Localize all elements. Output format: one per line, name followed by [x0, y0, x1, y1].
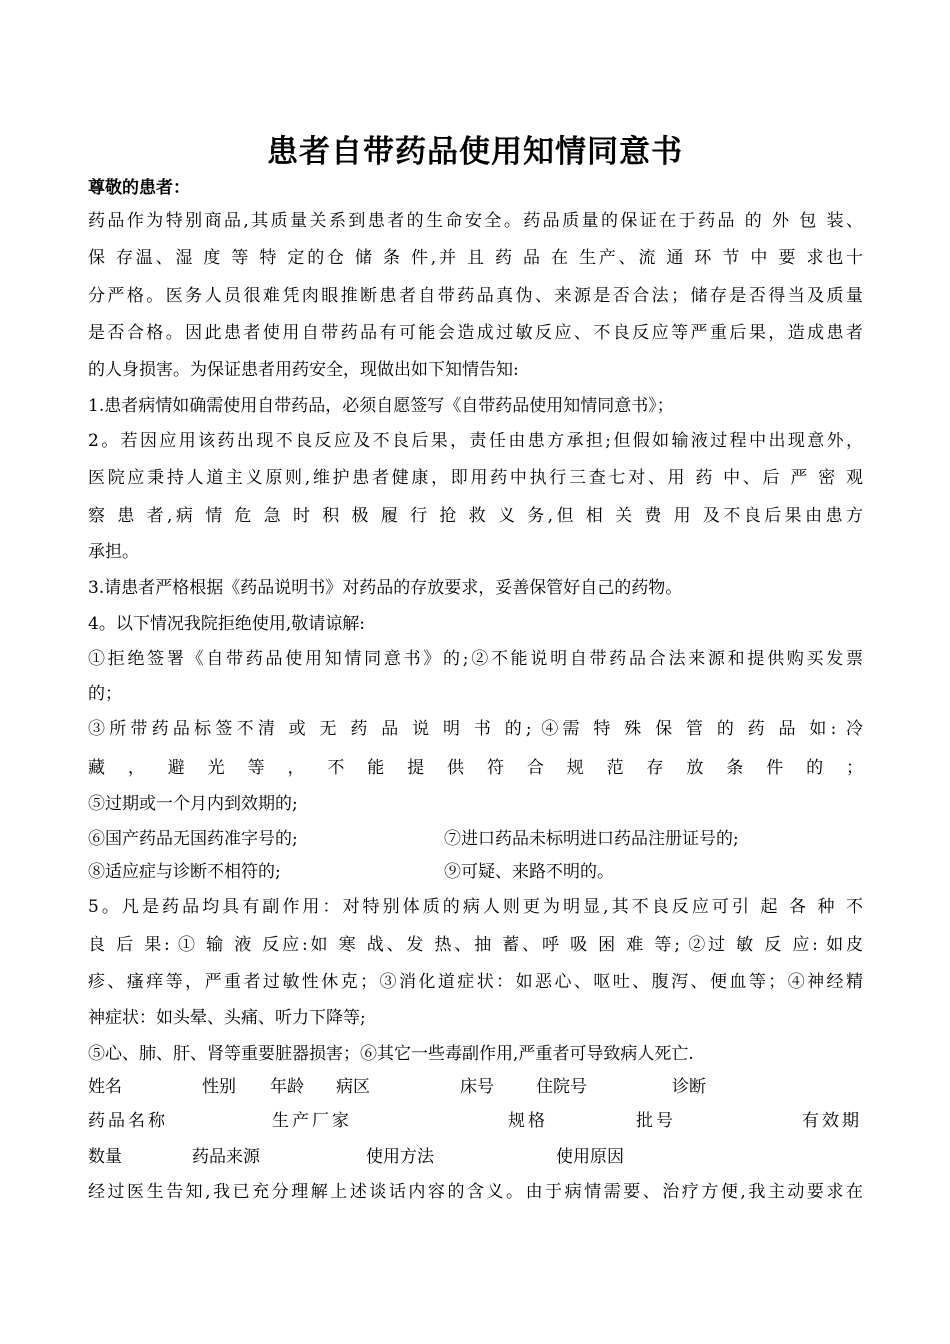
- refusal-item-8: ⑧适应症与诊断不相符的;: [88, 862, 281, 882]
- refusal-line: ①拒绝签署《自带药品使用知情同意书》的;②不能说明自带药品合法来源和提供购买发票: [88, 649, 863, 669]
- field-label: 规格: [508, 1111, 548, 1131]
- refusal-line: 的；: [88, 684, 122, 704]
- consent-line: 经过医生告知,我已充分理解上述谈话内容的含义。由于病情需要、治疗方便,我主动要求在: [88, 1182, 863, 1202]
- refusal-item-7: ⑦进口药品未标明进口药品注册证号的;: [444, 829, 739, 849]
- paragraph-line: 医院应秉持人道主义原则,维护患者健康，即用药中执行三查七对、用 药 中、后 严 密 观: [88, 468, 863, 488]
- field-label: 生产厂家: [272, 1111, 352, 1131]
- paragraph-line: 药品作为特别商品,其质量关系到患者的生命安全。药品质量的保证在于药品 的 外 包 装、: [88, 211, 863, 231]
- notice-item-4: 4。以下情况我院拒绝使用,敬请谅解:: [88, 614, 365, 634]
- notice-item-1: 1.患者病情如确需使用自带药品，必须自愿签写《自带药品使用知情同意书》；: [88, 396, 674, 416]
- field-label: 药品名称: [88, 1111, 168, 1131]
- paragraph-line: 分严格。医务人员很难凭肉眼推断患者自带药品真伪、来源是否合法；储存是否得当及质量: [88, 286, 863, 306]
- paragraph-line: 的人身损害。为保证患者用药安全，现做出如下知情告知:: [88, 360, 519, 380]
- notice-item-5: 5。凡是药品均具有副作用：对特别体质的病人则更为明显,其不良反应可引 起 各 种 不: [88, 897, 863, 917]
- paragraph-line: 承担。: [88, 542, 139, 562]
- field-label: 批号: [636, 1111, 676, 1131]
- field-label: 姓名: [88, 1077, 122, 1097]
- document-title: 患者自带药品使用知情同意书: [267, 134, 683, 170]
- refusal-row: [88, 861, 863, 883]
- field-label: 病区: [336, 1077, 370, 1097]
- refusal-row: [88, 828, 863, 850]
- patient-fields-row: [88, 1076, 863, 1098]
- field-label: 有效期: [802, 1111, 862, 1131]
- paragraph-line: 良 后 果: ① 输 液 反应:如 寒 战、发 热、抽 蓄、呼 吸 困 难 等; ②过 敏 反 应: 如皮: [88, 935, 863, 955]
- refusal-line: ⑤过期或一个月内到效期的;: [88, 794, 298, 814]
- field-label: 年龄: [270, 1077, 304, 1097]
- paragraph-line: 察 患 者,病 情 危 急 时 积 极 履 行 抢 救 义 务,但 相 关 费 用 及不良后果由患方: [88, 506, 863, 526]
- refusal-line: ③所带药品标签不清 或 无 药 品 说 明 书 的; ④需 特 殊 保 管 的 药 品 如: 冷: [88, 719, 863, 739]
- paragraph-line: 保 存温、湿 度 等 特 定的仓 储 条 件,并 且 药 品 在 生产、流 通 环 节 中 要 求也十: [88, 248, 863, 268]
- drug-fields-row: [88, 1110, 863, 1132]
- paragraph-line: 是否合格。因此患者使用自带药品有可能会造成过敏反应、不良反应等严重后果，造成患者: [88, 323, 863, 343]
- field-label: 床号: [460, 1077, 494, 1097]
- salutation: 尊敬的患者：: [88, 178, 190, 198]
- field-label: 使用方法: [366, 1147, 434, 1167]
- refusal-item-9: ⑨可疑、来路不明的。: [444, 862, 614, 882]
- paragraph-line: ⑤心、肺、肝、肾等重要脏器损害；⑥其它一些毒副作用,严重者可导致病人死亡.: [88, 1044, 694, 1064]
- refusal-item-6: ⑥国产药品无国药准字号的;: [88, 829, 298, 849]
- paragraph-line: 神症状：如头晕、头痛、听力下降等;: [88, 1008, 366, 1028]
- field-label: 使用原因: [556, 1147, 624, 1167]
- usage-fields-row: [88, 1146, 863, 1168]
- refusal-line: 藏 ， 避 光 等 ， 不 能 提 供 符 合 规 范 存 放 条 件 的 ；: [88, 758, 863, 778]
- field-label: 药品来源: [192, 1147, 260, 1167]
- field-label: 诊断: [672, 1077, 706, 1097]
- field-label: 数量: [88, 1147, 122, 1167]
- notice-item-3: 3.请患者严格根据《药品说明书》对药品的存放要求，妥善保管好自己的药物。: [88, 578, 683, 598]
- field-label: 性别: [202, 1077, 236, 1097]
- notice-item-2: 2。若因应用该药出现不良反应及不良后果，责任由患方承担;但假如输液过程中出现意外，: [88, 431, 863, 451]
- paragraph-line: 疹、瘙痒等，严重者过敏性休克；③消化道症状：如恶心、呕吐、腹泻、便血等；④神经精: [88, 972, 863, 992]
- field-label: 住院号: [536, 1077, 587, 1097]
